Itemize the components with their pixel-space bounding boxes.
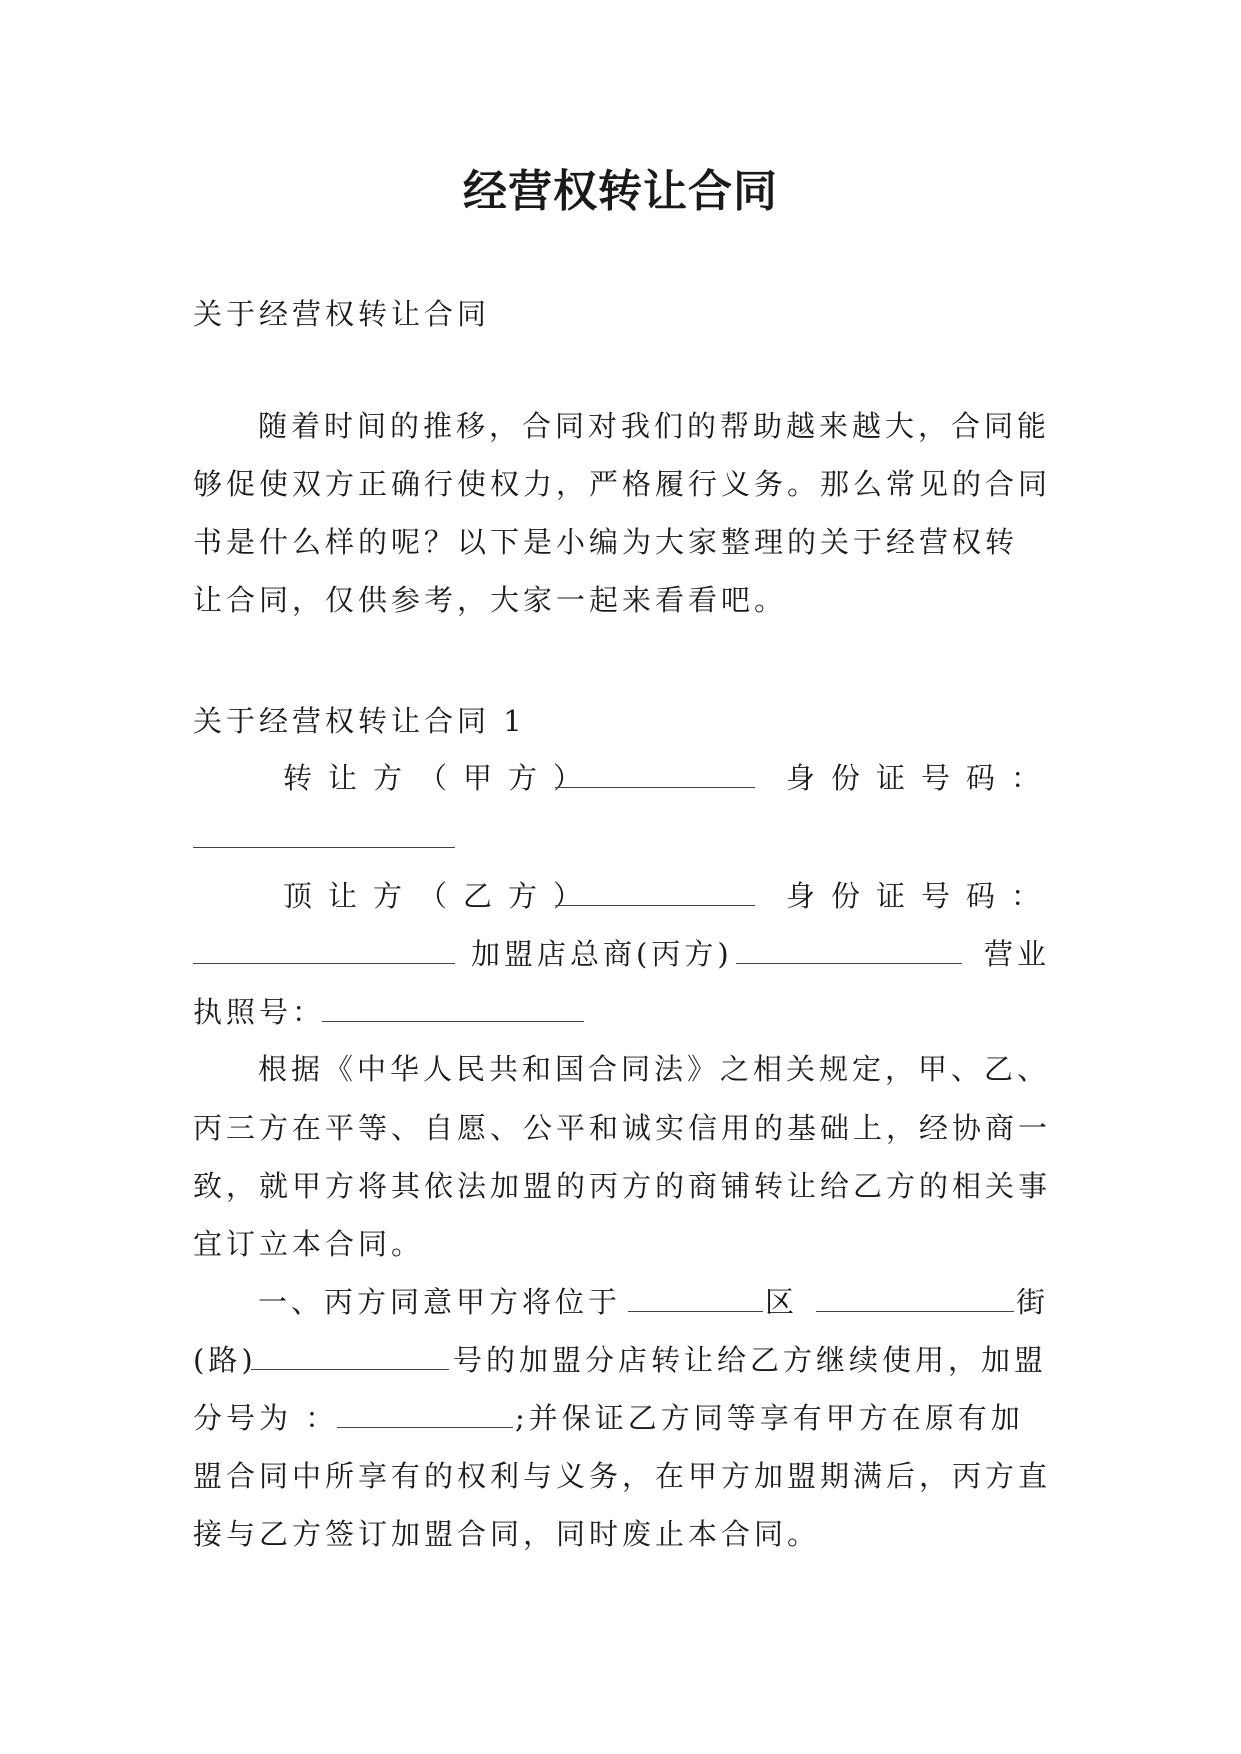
party-a-blank xyxy=(555,760,755,796)
basis-line: 宜订立本合同。 xyxy=(193,1227,425,1261)
clause1-line: 接与乙方签订加盟合同，同时废止本合同。 xyxy=(193,1517,821,1551)
party-a-label: 转让方（甲方） xyxy=(283,761,599,795)
license-blank xyxy=(322,994,584,1030)
section-heading: 关于经营权转让合同 1 xyxy=(193,704,526,738)
clause1-street: 街 xyxy=(1016,1285,1050,1319)
clause1-street-blank xyxy=(816,1284,1014,1320)
clause1-branch-blank xyxy=(337,1400,513,1436)
clause1-district-blank xyxy=(628,1284,763,1320)
clause1-district: 区 xyxy=(765,1285,799,1319)
basis-line: 丙三方在平等、自愿、公平和诚实信用的基础上，经协商一 xyxy=(193,1111,1052,1145)
document-title: 经营权转让合同 xyxy=(463,166,778,217)
party-b-blank xyxy=(555,878,755,914)
clause1-start: 一、丙方同意甲方将位于 xyxy=(258,1285,622,1319)
clause1-line: 盟合同中所享有的权利与义务，在甲方加盟期满后，丙方直 xyxy=(193,1459,1052,1493)
party-a-id-label: 身份证号码： xyxy=(786,761,1057,795)
clause1-branch: 分号为 ： xyxy=(193,1401,339,1435)
basis-line: 致，就甲方将其依法加盟的丙方的商铺转让给乙方的相关事 xyxy=(193,1169,1052,1203)
party-a-id-blank xyxy=(193,820,455,856)
basis-line: 根据《中华人民共和国合同法》之相关规定，甲、乙、 xyxy=(258,1052,1051,1086)
clause1-road-blank xyxy=(251,1342,449,1378)
intro-line: 让合同，仅供参考，大家一起来看看吧。 xyxy=(193,583,788,617)
clause1-cont: ;并保证乙方同等享有甲方在原有加 xyxy=(515,1401,1024,1435)
business-label: 营业 xyxy=(984,937,1051,971)
document-subtitle: 关于经营权转让合同 xyxy=(193,297,491,331)
license-label: 执照号： xyxy=(193,995,326,1029)
party-c-blank xyxy=(736,936,962,972)
party-b-label: 顶让方（乙方） xyxy=(283,879,599,913)
intro-line: 够促使双方正确行使权力，严格履行义务。那么常见的合同 xyxy=(193,467,1052,501)
clause1-road: (路) xyxy=(193,1343,257,1377)
clause1-mid: 号的加盟分店转让给乙方继续使用，加盟 xyxy=(453,1343,1048,1377)
intro-line: 书是什么样的呢？以下是小编为大家整理的关于经营权转 xyxy=(193,525,1019,559)
intro-line: 随着时间的推移，合同对我们的帮助越来越大，合同能 xyxy=(258,409,1051,443)
party-c-label: 加盟店总商(丙方) xyxy=(471,937,733,971)
party-b-id-label: 身份证号码： xyxy=(786,879,1057,913)
party-b-id-blank xyxy=(193,936,455,972)
